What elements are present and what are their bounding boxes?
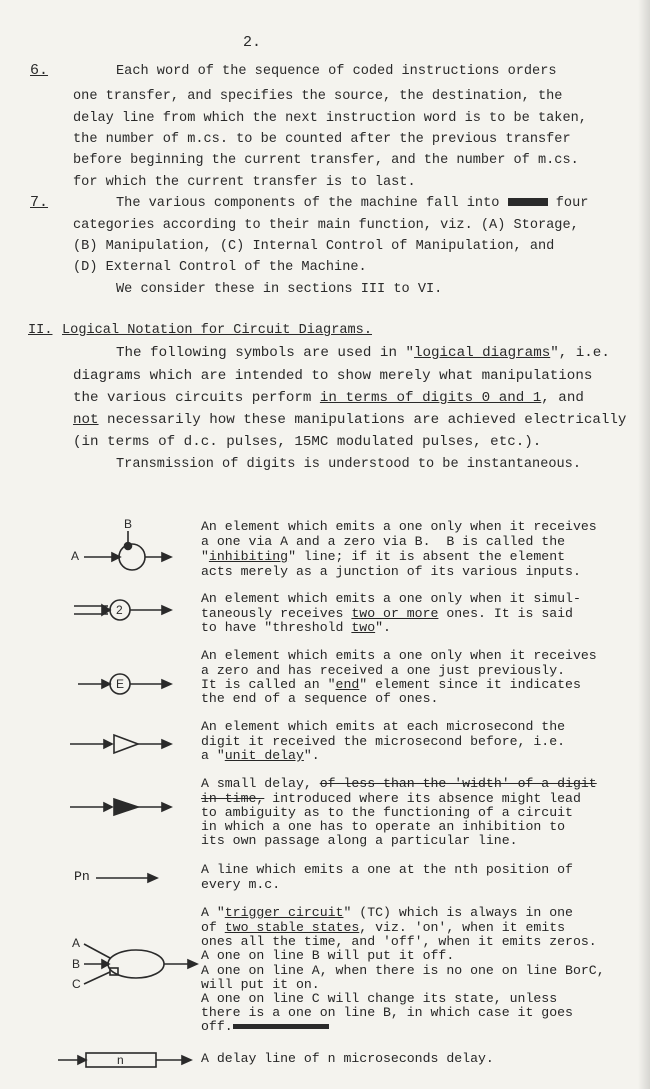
- trigger-desc-7: A one on line C will change its state, unless: [201, 991, 558, 1006]
- delay-line-label: n: [117, 1053, 124, 1067]
- para-7-line-4: (D) External Control of the Machine.: [73, 260, 367, 275]
- trigger-label-b: B: [72, 957, 81, 971]
- para-7-line-1: The various components of the machine fall into four: [116, 196, 589, 211]
- unit-delay-symbol: [66, 729, 176, 759]
- para-6-line-3: delay line from which the next instruction word is to be taken,: [73, 111, 587, 126]
- para-7-line-5: We consider these in sections III to VI.: [116, 282, 443, 297]
- unit-delay-desc-3: a "unit delay".: [201, 748, 320, 763]
- delay-line-symbol: [56, 1048, 196, 1072]
- inhibit-symbol: [60, 512, 180, 577]
- typed-over-blot: [508, 198, 548, 206]
- inhibit-desc-4: acts merely as a junction of its various inputs.: [201, 564, 581, 579]
- inhibit-desc-1: An element which emits a one only when it receives: [201, 519, 597, 534]
- intro-line-6: Transmission of digits is understood to be instantaneous.: [116, 457, 581, 472]
- pn-line-symbol: [94, 868, 164, 888]
- end-label: E: [116, 677, 125, 691]
- intro-line-3: the various circuits perform in terms of digits 0 and 1, and: [73, 390, 584, 406]
- threshold-desc-1: An element which emits a one only when it simul-: [201, 591, 581, 606]
- para-6-line-6: for which the current transfer is to last.: [73, 175, 416, 190]
- end-desc-4: the end of a sequence of ones.: [201, 691, 439, 706]
- trigger-desc-3: ones all the time, and 'off', when it emits zeros.: [201, 934, 597, 949]
- threshold-desc-3: to have "threshold two".: [201, 620, 391, 635]
- intro-line-1: The following symbols are used in "logical diagrams", i.e.: [116, 345, 610, 361]
- pn-label: Pn: [74, 869, 90, 884]
- small-delay-desc-4: in which a one has to operate an inhibition to: [201, 819, 566, 834]
- trigger-desc-8: there is a one on line B, in which case it goes: [201, 1005, 573, 1020]
- intro-line-5: (in terms of d.c. pulses, 15MC modulated pulses, etc.).: [73, 434, 542, 450]
- end-symbol: [66, 669, 176, 699]
- intro-line-2: diagrams which are intended to show merely what manipulations: [73, 368, 593, 384]
- trigger-desc-4: A one on line B will put it off.: [201, 948, 455, 963]
- small-delay-symbol: [66, 792, 176, 822]
- small-delay-desc-5: its own passage along a particular line.: [201, 833, 518, 848]
- pn-desc-1: A line which emits a one at the nth position of: [201, 862, 573, 877]
- end-desc-1: An element which emits a one only when it receives: [201, 648, 597, 663]
- unit-delay-desc-1: An element which emits at each microsecond the: [201, 719, 566, 734]
- threshold-symbol: [66, 596, 176, 626]
- para-7-number: 7.: [30, 194, 49, 211]
- para-6-number: 6.: [30, 62, 49, 79]
- small-delay-desc-3: to ambiguity as to the functioning of a circuit: [201, 805, 573, 820]
- trigger-label-a: A: [72, 936, 81, 950]
- trigger-circuit-symbol: [62, 930, 202, 995]
- unit-delay-desc-2: digit it received the microsecond before, i.e.: [201, 734, 566, 749]
- small-delay-desc-1: A small delay, of less than the 'width' of a digit: [201, 776, 597, 791]
- threshold-label: 2: [116, 603, 123, 617]
- inhibit-desc-2: a one via A and a zero via B. B is called the: [201, 534, 566, 549]
- para-6-line-5: before beginning the current transfer, and the number of m.cs.: [73, 153, 579, 168]
- end-desc-2: a zero and has received a one just previously.: [201, 663, 566, 678]
- para-6-line-1: Each word of the sequence of coded instructions orders: [116, 64, 557, 79]
- trigger-desc-2: of two stable states, viz. 'on', when it emits: [201, 920, 566, 935]
- delay-line-desc: A delay line of n microseconds delay.: [201, 1051, 494, 1066]
- inhibit-desc-3: "inhibiting" line; if it is absent the element: [201, 549, 566, 564]
- section-2-title: Logical Notation for Circuit Diagrams.: [62, 323, 372, 338]
- trigger-desc-6: will put it on.: [201, 977, 320, 992]
- crossed-out-blot: [233, 1024, 329, 1029]
- para-7-line-3: (B) Manipulation, (C) Internal Control of Manipulation, and: [73, 239, 555, 254]
- trigger-desc-9: off.: [201, 1020, 329, 1035]
- pn-desc-2: every m.c.: [201, 877, 281, 892]
- section-2-number: II.: [28, 323, 53, 338]
- para-6-line-4: the number of m.cs. to be counted after the previous transfer: [73, 132, 571, 147]
- inhibit-label-a: A: [71, 549, 80, 563]
- trigger-label-c: C: [72, 977, 81, 991]
- para-6-line-2: one transfer, and specifies the source, the destination, the: [73, 89, 563, 104]
- small-delay-desc-2: in time, introduced where its absence might lead: [201, 791, 581, 806]
- threshold-desc-2: taneously receives two or more ones. It is said: [201, 606, 573, 621]
- page-number: 2.: [243, 34, 262, 51]
- intro-line-4: not necessarily how these manipulations are achieved electrically: [73, 412, 627, 428]
- trigger-desc-1: A "trigger circuit" (TC) which is always in one: [201, 905, 573, 920]
- trigger-desc-5: A one on line A, when there is no one on line BorC,: [201, 963, 605, 978]
- inhibit-label-b: B: [124, 517, 133, 531]
- page-edge-shadow: [638, 0, 650, 1089]
- end-desc-3: It is called an "end" element since it indicates: [201, 677, 581, 692]
- para-7-line-2: categories according to their main function, viz. (A) Storage,: [73, 218, 579, 233]
